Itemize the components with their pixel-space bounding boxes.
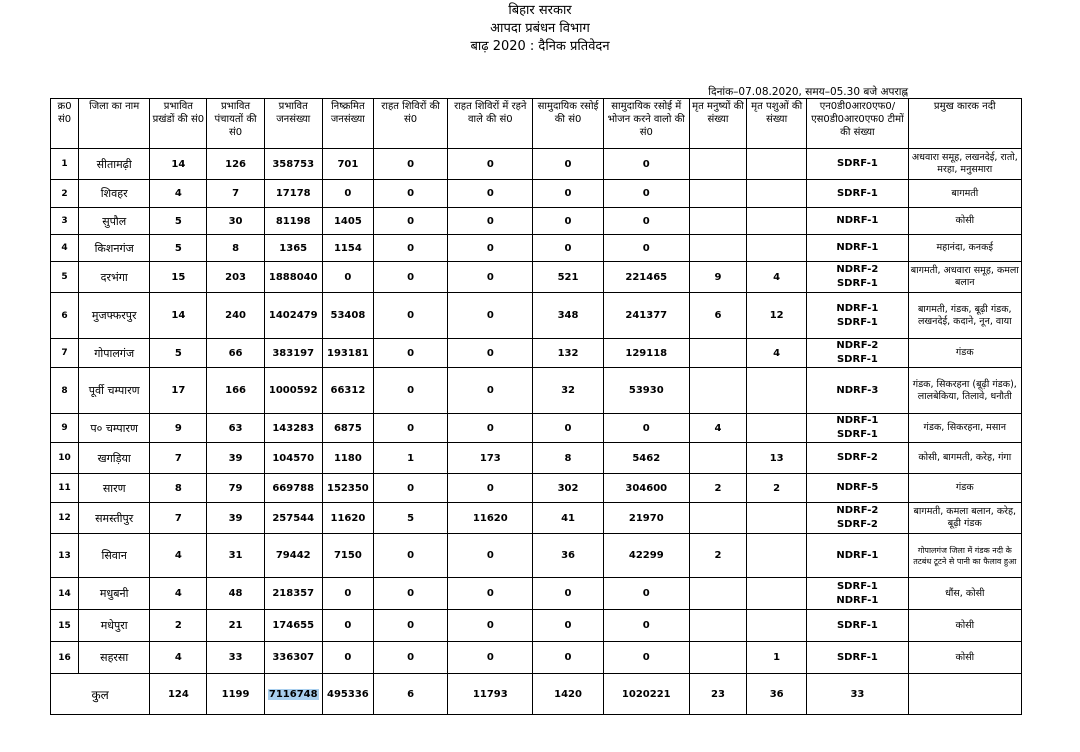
panchayats-cell: 126 <box>207 149 264 180</box>
kitchen-pop-cell: 221465 <box>603 262 689 293</box>
teams-cell <box>807 578 908 610</box>
evacuated-pop-cell: 701 <box>322 149 373 180</box>
table-row <box>51 149 1022 180</box>
table-row <box>51 208 1022 235</box>
panchayats-cell: 30 <box>207 208 264 235</box>
district-cell: सिवान <box>79 534 150 578</box>
teams-cell <box>807 610 908 642</box>
camps-cell: 0 <box>373 180 447 208</box>
panchayats-cell: 79 <box>207 474 264 503</box>
affected-pop-cell: 79442 <box>264 534 322 578</box>
total-rivers <box>908 674 1021 715</box>
district-cell: शिवहर <box>79 180 150 208</box>
kitchens-cell: 0 <box>533 235 603 262</box>
kitchen-pop-cell: 0 <box>603 610 689 642</box>
camp-pop-cell: 0 <box>448 414 533 443</box>
rivers-cell: गंडक <box>908 339 1021 368</box>
serial-cell: 2 <box>51 180 79 208</box>
rivers-cell: गंडक, सिकरहना, मसान <box>908 414 1021 443</box>
serial-cell: 13 <box>51 534 79 578</box>
camps-cell: 0 <box>373 534 447 578</box>
blocks-cell: 5 <box>150 235 207 262</box>
total-camp-pop: 11793 <box>448 674 533 715</box>
rivers-cell: बागमती, अधवारा समूह, कमला बलान <box>908 262 1021 293</box>
kitchens-cell: 36 <box>533 534 603 578</box>
kitchens-cell: 0 <box>533 610 603 642</box>
blocks-cell: 2 <box>150 610 207 642</box>
total-kitchen-pop: 1020221 <box>603 674 689 715</box>
animal-deaths-cell: 4 <box>747 262 807 293</box>
total-row <box>51 674 1022 715</box>
rivers-cell: महानंदा, कनकई <box>908 235 1021 262</box>
team-entry: NDRF-2 <box>836 505 879 516</box>
kitchens-cell: 32 <box>533 368 603 414</box>
kitchens-cell: 8 <box>533 443 603 474</box>
human-deaths-cell <box>689 368 746 414</box>
table-row <box>51 474 1022 503</box>
human-deaths-cell <box>689 149 746 180</box>
teams-cell <box>807 293 908 339</box>
serial-cell: 11 <box>51 474 79 503</box>
affected-pop-cell: 336307 <box>264 642 322 674</box>
district-cell: मधुबनी <box>79 578 150 610</box>
blocks-cell: 5 <box>150 339 207 368</box>
team-entry: SDRF-1 <box>836 187 878 199</box>
blocks-cell: 4 <box>150 534 207 578</box>
total-animal-deaths: 36 <box>747 674 807 715</box>
rivers-cell: कोसी, बागमती, करेह, गंगा <box>908 443 1021 474</box>
evacuated-pop-cell: 66312 <box>322 368 373 414</box>
kitchens-cell: 0 <box>533 208 603 235</box>
district-cell: समस्तीपुर <box>79 503 150 534</box>
serial-cell: 9 <box>51 414 79 443</box>
affected-pop-cell: 81198 <box>264 208 322 235</box>
evacuated-pop-cell: 0 <box>322 180 373 208</box>
rivers-cell: अधवारा समूह, लखनदेई, रातो, मरहा, मनुसमारा <box>908 149 1021 180</box>
animal-deaths-cell: 13 <box>747 443 807 474</box>
evacuated-pop-cell: 0 <box>322 610 373 642</box>
serial-cell: 1 <box>51 149 79 180</box>
report-titles <box>0 2 1080 56</box>
human-deaths-cell <box>689 235 746 262</box>
kitchens-cell: 0 <box>533 642 603 674</box>
camp-pop-cell: 0 <box>448 610 533 642</box>
team-entry: SDRF-1 <box>836 158 878 169</box>
col-header: प्रभावित जनसंख्या <box>264 99 322 149</box>
col-header: मृत पशुओं की संख्या <box>747 99 807 149</box>
table-row <box>51 610 1022 642</box>
camp-pop-cell: 0 <box>448 642 533 674</box>
rivers-cell: गंडक <box>908 474 1021 503</box>
animal-deaths-cell <box>747 149 807 180</box>
camps-cell: 0 <box>373 339 447 368</box>
animal-deaths-cell <box>747 180 807 208</box>
col-header: क्र0 सं0 <box>51 99 79 149</box>
kitchens-cell: 0 <box>533 578 603 610</box>
teams-cell <box>807 503 908 534</box>
govt-title: बिहार सरकार <box>508 3 572 18</box>
kitchen-pop-cell: 21970 <box>603 503 689 534</box>
teams-cell <box>807 642 908 674</box>
affected-pop-cell: 17178 <box>264 180 322 208</box>
blocks-cell: 5 <box>150 208 207 235</box>
camp-pop-cell: 0 <box>448 339 533 368</box>
animal-deaths-cell: 1 <box>747 642 807 674</box>
camps-cell: 5 <box>373 503 447 534</box>
camps-cell: 0 <box>373 208 447 235</box>
camps-cell: 0 <box>373 368 447 414</box>
table-row <box>51 642 1022 674</box>
kitchen-pop-cell: 53930 <box>603 368 689 414</box>
teams-cell <box>807 235 908 262</box>
panchayats-cell: 21 <box>207 610 264 642</box>
evacuated-pop-cell: 7150 <box>322 534 373 578</box>
table-row <box>51 503 1022 534</box>
total-human-deaths: 23 <box>689 674 746 715</box>
rivers-cell: बागमती <box>908 180 1021 208</box>
serial-cell: 12 <box>51 503 79 534</box>
kitchens-cell: 41 <box>533 503 603 534</box>
affected-pop-cell: 383197 <box>264 339 322 368</box>
kitchen-pop-cell: 0 <box>603 578 689 610</box>
panchayats-cell: 33 <box>207 642 264 674</box>
district-cell: सारण <box>79 474 150 503</box>
col-header: एन0डी0आर0एफ0/ एस0डी0आर0एफ0 टीमों की संख्या <box>807 99 908 149</box>
evacuated-pop-cell: 11620 <box>322 503 373 534</box>
human-deaths-cell <box>689 578 746 610</box>
affected-pop-cell: 1000592 <box>264 368 322 414</box>
kitchen-pop-cell: 0 <box>603 235 689 262</box>
panchayats-cell: 166 <box>207 368 264 414</box>
camps-cell: 0 <box>373 642 447 674</box>
report-dateline: दिनांक–07.08.2020, समय–05.30 बजे अपराह्न <box>708 86 908 98</box>
camps-cell: 0 <box>373 149 447 180</box>
blocks-cell: 7 <box>150 443 207 474</box>
table-row <box>51 443 1022 474</box>
blocks-cell: 4 <box>150 642 207 674</box>
district-cell: मुजफ्फरपुर <box>79 293 150 339</box>
district-cell: मधेपुरा <box>79 610 150 642</box>
animal-deaths-cell <box>747 208 807 235</box>
blocks-cell: 14 <box>150 293 207 339</box>
team-entry: NDRF-1 <box>836 415 879 426</box>
camps-cell: 0 <box>373 578 447 610</box>
kitchens-cell: 521 <box>533 262 603 293</box>
col-header: मृत मनुष्यों की संख्या <box>689 99 746 149</box>
kitchen-pop-cell: 0 <box>603 180 689 208</box>
affected-pop-cell: 669788 <box>264 474 322 503</box>
teams-cell <box>807 474 908 503</box>
kitchen-pop-cell: 42299 <box>603 534 689 578</box>
col-header: जिला का नाम <box>79 99 150 149</box>
col-header: निष्क्रमित जनसंख्या <box>322 99 373 149</box>
evacuated-pop-cell: 0 <box>322 262 373 293</box>
camp-pop-cell: 0 <box>448 368 533 414</box>
affected-pop-cell: 104570 <box>264 443 322 474</box>
teams-cell <box>807 339 908 368</box>
team-entry: NDRF-1 <box>836 242 879 253</box>
col-header: प्रभावित पंचायतों की सं0 <box>207 99 264 149</box>
table-row <box>51 235 1022 262</box>
table-row <box>51 339 1022 368</box>
kitchen-pop-cell: 5462 <box>603 443 689 474</box>
animal-deaths-cell: 12 <box>747 293 807 339</box>
camp-pop-cell: 0 <box>448 262 533 293</box>
col-header: राहत शिविरों में रहने वाले की सं0 <box>448 99 533 149</box>
kitchen-pop-cell: 0 <box>603 414 689 443</box>
serial-cell: 4 <box>51 235 79 262</box>
camps-cell: 0 <box>373 262 447 293</box>
affected-pop-cell: 1402479 <box>264 293 322 339</box>
blocks-cell: 14 <box>150 149 207 180</box>
human-deaths-cell: 2 <box>689 534 746 578</box>
district-cell: पूर्वी चम्पारण <box>79 368 150 414</box>
blocks-cell: 4 <box>150 578 207 610</box>
serial-cell: 3 <box>51 208 79 235</box>
serial-cell: 16 <box>51 642 79 674</box>
human-deaths-cell: 6 <box>689 293 746 339</box>
table-row <box>51 534 1022 578</box>
team-entry: NDRF-1 <box>836 594 879 606</box>
total-label: कुल <box>51 674 150 715</box>
team-entry: SDRF-1 <box>836 354 878 365</box>
serial-cell: 6 <box>51 293 79 339</box>
district-cell: सीतामढ़ी <box>79 149 150 180</box>
kitchens-cell: 0 <box>533 414 603 443</box>
camp-pop-cell: 0 <box>448 534 533 578</box>
camp-pop-cell: 0 <box>448 180 533 208</box>
blocks-cell: 15 <box>150 262 207 293</box>
kitchens-cell: 0 <box>533 180 603 208</box>
team-entry: NDRF-3 <box>836 384 879 396</box>
evacuated-pop-cell: 53408 <box>322 293 373 339</box>
camps-cell: 0 <box>373 474 447 503</box>
total-camps: 6 <box>373 674 447 715</box>
district-cell: दरभंगा <box>79 262 150 293</box>
team-entry: NDRF-1 <box>836 549 879 561</box>
animal-deaths-cell <box>747 534 807 578</box>
table-body <box>51 149 1022 674</box>
affected-pop-cell: 1365 <box>264 235 322 262</box>
team-entry: SDRF-1 <box>836 429 878 440</box>
team-entry: SDRF-1 <box>836 580 878 592</box>
panchayats-cell: 31 <box>207 534 264 578</box>
affected-pop-cell: 174655 <box>264 610 322 642</box>
rivers-cell: गंडक, सिकरहना (बूढ़ी गंडक), लालबेकिया, तिलावे, धनौती <box>908 368 1021 414</box>
camp-pop-cell: 173 <box>448 443 533 474</box>
evacuated-pop-cell: 152350 <box>322 474 373 503</box>
panchayats-cell: 63 <box>207 414 264 443</box>
panchayats-cell: 66 <box>207 339 264 368</box>
human-deaths-cell <box>689 339 746 368</box>
human-deaths-cell <box>689 610 746 642</box>
animal-deaths-cell: 2 <box>747 474 807 503</box>
rivers-cell: धौंस, कोसी <box>908 578 1021 610</box>
blocks-cell: 17 <box>150 368 207 414</box>
animal-deaths-cell <box>747 610 807 642</box>
affected-pop-cell: 257544 <box>264 503 322 534</box>
rivers-cell: बागमती, गंडक, बूढ़ी गंडक, लखनदेई, कदाने, नून, वाया <box>908 293 1021 339</box>
panchayats-cell: 7 <box>207 180 264 208</box>
team-entry: NDRF-5 <box>836 482 879 493</box>
rivers-cell: कोसी <box>908 642 1021 674</box>
rivers-cell: कोसी <box>908 208 1021 235</box>
camps-cell: 0 <box>373 610 447 642</box>
blocks-cell: 4 <box>150 180 207 208</box>
col-header: प्रमुख कारक नदी <box>908 99 1021 149</box>
human-deaths-cell <box>689 180 746 208</box>
kitchen-pop-cell: 129118 <box>603 339 689 368</box>
evacuated-pop-cell: 1180 <box>322 443 373 474</box>
kitchens-cell: 0 <box>533 149 603 180</box>
team-entry: SDRF-2 <box>836 519 878 530</box>
evacuated-pop-cell: 1154 <box>322 235 373 262</box>
animal-deaths-cell <box>747 235 807 262</box>
team-entry: NDRF-1 <box>836 302 879 314</box>
camp-pop-cell: 0 <box>448 208 533 235</box>
affected-pop-cell: 1888040 <box>264 262 322 293</box>
rivers-cell: बागमती, कमला बलान, करेह, बूढ़ी गंडक <box>908 503 1021 534</box>
evacuated-pop-cell: 193181 <box>322 339 373 368</box>
teams-cell <box>807 534 908 578</box>
camps-cell: 1 <box>373 443 447 474</box>
kitchen-pop-cell: 304600 <box>603 474 689 503</box>
human-deaths-cell <box>689 443 746 474</box>
blocks-cell: 7 <box>150 503 207 534</box>
team-entry: SDRF-1 <box>836 651 878 663</box>
affected-pop-cell: 218357 <box>264 578 322 610</box>
evacuated-pop-cell: 1405 <box>322 208 373 235</box>
affected-pop-cell: 358753 <box>264 149 322 180</box>
human-deaths-cell: 4 <box>689 414 746 443</box>
animal-deaths-cell <box>747 414 807 443</box>
animal-deaths-cell <box>747 368 807 414</box>
col-header: सामुदायिक रसोई की सं0 <box>533 99 603 149</box>
flood-report-table <box>50 98 1022 715</box>
kitchen-pop-cell: 241377 <box>603 293 689 339</box>
rivers-cell: कोसी <box>908 610 1021 642</box>
camp-pop-cell: 0 <box>448 578 533 610</box>
blocks-cell: 9 <box>150 414 207 443</box>
serial-cell: 15 <box>51 610 79 642</box>
total-panchayats: 1199 <box>207 674 264 715</box>
table-row <box>51 262 1022 293</box>
teams-cell <box>807 414 908 443</box>
teams-cell <box>807 180 908 208</box>
kitchens-cell: 302 <box>533 474 603 503</box>
human-deaths-cell <box>689 642 746 674</box>
kitchens-cell: 132 <box>533 339 603 368</box>
teams-cell <box>807 443 908 474</box>
teams-cell <box>807 149 908 180</box>
dept-title: आपदा प्रबंधन विभाग <box>490 21 590 36</box>
total-kitchens: 1420 <box>533 674 603 715</box>
col-header: प्रभावित प्रखंडों की सं0 <box>150 99 207 149</box>
human-deaths-cell: 2 <box>689 474 746 503</box>
serial-cell: 10 <box>51 443 79 474</box>
table-row <box>51 368 1022 414</box>
col-header: सामुदायिक रसोई में भोजन करने वालो की सं0 <box>603 99 689 149</box>
camps-cell: 0 <box>373 235 447 262</box>
team-entry: NDRF-1 <box>836 215 879 226</box>
total-blocks: 124 <box>150 674 207 715</box>
table-row <box>51 414 1022 443</box>
camps-cell: 0 <box>373 414 447 443</box>
camp-pop-cell: 0 <box>448 293 533 339</box>
panchayats-cell: 203 <box>207 262 264 293</box>
evacuated-pop-cell: 0 <box>322 642 373 674</box>
human-deaths-cell <box>689 503 746 534</box>
district-cell: सहरसा <box>79 642 150 674</box>
teams-cell <box>807 208 908 235</box>
animal-deaths-cell <box>747 578 807 610</box>
blocks-cell: 8 <box>150 474 207 503</box>
evacuated-pop-cell: 6875 <box>322 414 373 443</box>
serial-cell: 7 <box>51 339 79 368</box>
kitchen-pop-cell: 0 <box>603 149 689 180</box>
district-cell: प० चम्पारण <box>79 414 150 443</box>
camps-cell: 0 <box>373 293 447 339</box>
table-row <box>51 180 1022 208</box>
team-entry: SDRF-1 <box>836 278 878 289</box>
animal-deaths-cell: 4 <box>747 339 807 368</box>
total-evac: 495336 <box>322 674 373 715</box>
kitchen-pop-cell: 0 <box>603 208 689 235</box>
table-row <box>51 293 1022 339</box>
total-pop-value: 7116748 <box>268 688 318 700</box>
serial-cell: 8 <box>51 368 79 414</box>
evacuated-pop-cell: 0 <box>322 578 373 610</box>
camp-pop-cell: 0 <box>448 149 533 180</box>
team-entry: NDRF-2 <box>836 264 879 275</box>
human-deaths-cell <box>689 208 746 235</box>
rivers-cell: गोपालगंज जिला में गंडक नदी के तटबंध टूटने से पानी का फैलाव हुआ <box>908 534 1021 578</box>
serial-cell: 5 <box>51 262 79 293</box>
total-pop <box>264 674 322 715</box>
serial-cell: 14 <box>51 578 79 610</box>
table-header-row <box>51 99 1022 149</box>
panchayats-cell: 39 <box>207 503 264 534</box>
panchayats-cell: 8 <box>207 235 264 262</box>
table-row <box>51 578 1022 610</box>
district-cell: गोपालगंज <box>79 339 150 368</box>
panchayats-cell: 48 <box>207 578 264 610</box>
animal-deaths-cell <box>747 503 807 534</box>
team-entry: NDRF-2 <box>836 340 879 351</box>
teams-cell <box>807 368 908 414</box>
team-entry: SDRF-1 <box>836 316 878 328</box>
camp-pop-cell: 11620 <box>448 503 533 534</box>
team-entry: SDRF-1 <box>836 619 878 631</box>
col-header: राहत शिविरों की सं0 <box>373 99 447 149</box>
total-teams: 33 <box>807 674 908 715</box>
camp-pop-cell: 0 <box>448 474 533 503</box>
team-entry: SDRF-2 <box>836 452 878 463</box>
affected-pop-cell: 143283 <box>264 414 322 443</box>
panchayats-cell: 39 <box>207 443 264 474</box>
report-title: बाढ़ 2020 : दैनिक प्रतिवेदन <box>470 39 610 54</box>
human-deaths-cell: 9 <box>689 262 746 293</box>
kitchens-cell: 348 <box>533 293 603 339</box>
teams-cell <box>807 262 908 293</box>
camp-pop-cell: 0 <box>448 235 533 262</box>
kitchen-pop-cell: 0 <box>603 642 689 674</box>
district-cell: किशनगंज <box>79 235 150 262</box>
panchayats-cell: 240 <box>207 293 264 339</box>
district-cell: सुपौल <box>79 208 150 235</box>
district-cell: खगड़िया <box>79 443 150 474</box>
